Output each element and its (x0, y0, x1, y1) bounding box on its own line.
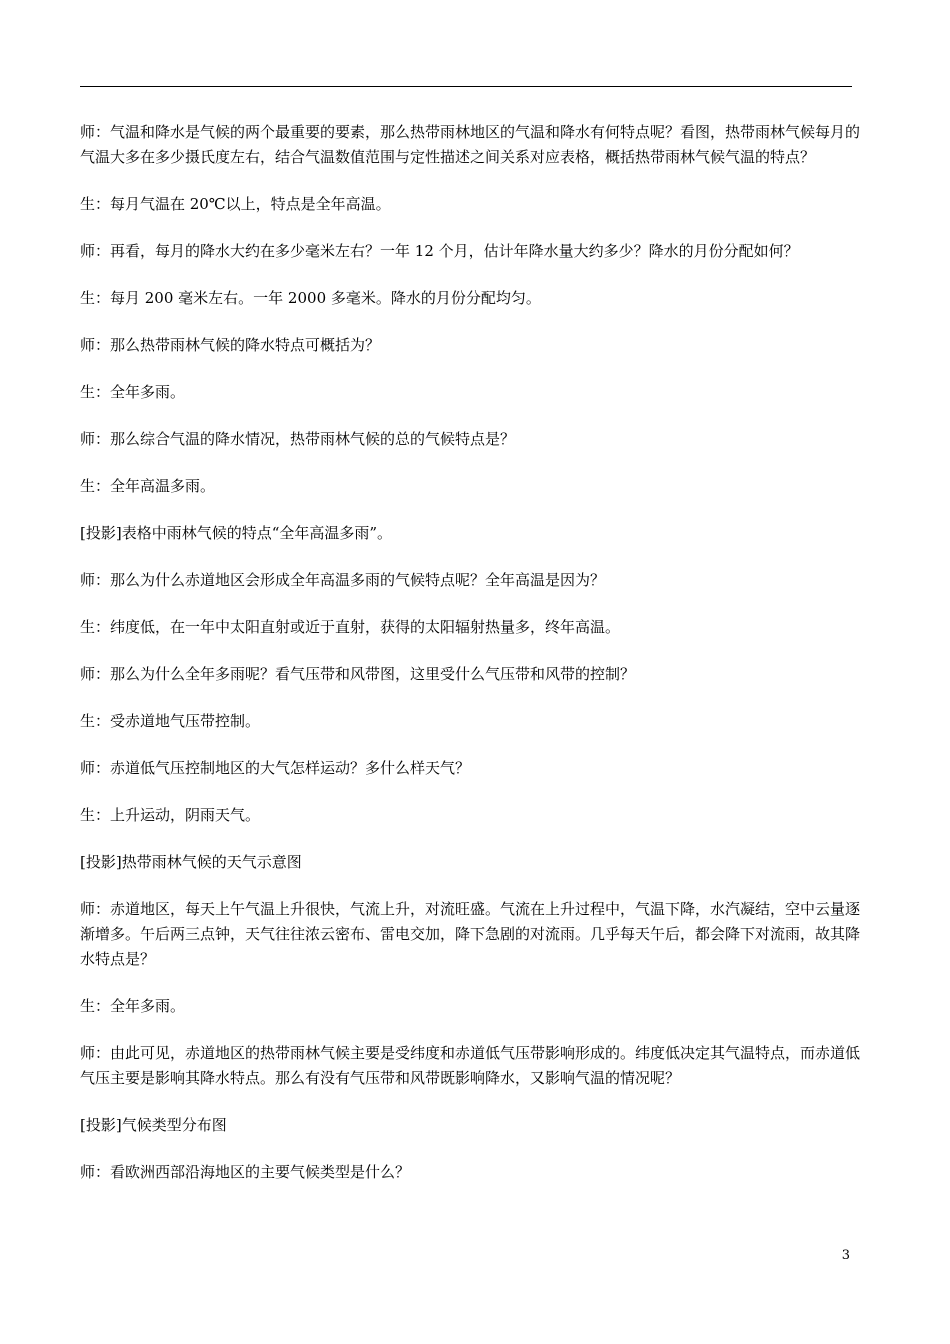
paragraph-student-7: 生：上升运动，阴雨天气。 (80, 806, 261, 824)
page-number: 3 (841, 1248, 850, 1263)
paragraph-student-2: 生：每月 200 毫米左右。一年 2000 多毫米。降水的月份分配均匀。 (80, 289, 541, 307)
paragraph-student-8: 生：全年多雨。 (80, 997, 186, 1015)
paragraph-teacher-8: 师：赤道地区，每天上午气温上升很快，气流上升，对流旺盛。气流在上升过程中，气温下降，水汽凝结，空中云量逐渐增多。午后两三点钟，天气往往浓云密布、雷电交加，降下急剧的对流雨。几乎每天午后，都会降下对流雨，故其降水特点是？ (80, 900, 861, 968)
paragraph-teacher-10: 师：看欧洲西部沿海地区的主要气候类型是什么？ (80, 1163, 411, 1181)
paragraph-teacher-9: 师：由此可见，赤道地区的热带雨林气候主要是受纬度和赤道低气压带影响形成的。纬度低决定其气温特点，而赤道低气压主要是影响其降水特点。那么有没有气压带和风带既影响降水，又影响气温的情况呢？ (80, 1044, 861, 1087)
paragraph-projection-3: [投影]气候类型分布图 (80, 1116, 227, 1134)
paragraph-projection-2: [投影]热带雨林气候的天气示意图 (80, 853, 302, 871)
paragraph-student-1: 生：每月气温在 20℃以上，特点是全年高温。 (80, 195, 391, 213)
header-rule (80, 86, 852, 87)
paragraph-teacher-7: 师：赤道低气压控制地区的大气怎样运动？多什么样天气？ (80, 759, 471, 777)
paragraph-teacher-4: 师：那么综合气温的降水情况，热带雨林气候的总的气候特点是？ (80, 430, 516, 448)
paragraph-teacher-2: 师：再看，每月的降水大约在多少毫米左右？一年 12 个月，估计年降水量大约多少？降水的月份分配如何？ (80, 242, 799, 260)
paragraph-student-6: 生：受赤道地气压带控制。 (80, 712, 261, 730)
paragraph-teacher-3: 师：那么热带雨林气候的降水特点可概括为？ (80, 336, 381, 354)
paragraph-projection-1: [投影]表格中雨林气候的特点“全年高温多雨”。 (80, 524, 393, 542)
paragraph-teacher-5: 师：那么为什么赤道地区会形成全年高温多雨的气候特点呢？全年高温是因为？ (80, 571, 606, 589)
paragraph-student-3: 生：全年多雨。 (80, 383, 186, 401)
document-body (80, 120, 860, 1207)
paragraph-student-5: 生：纬度低，在一年中太阳直射或近于直射，获得的太阳辐射热量多，终年高温。 (80, 618, 621, 636)
paragraph-teacher-1: 师：气温和降水是气候的两个最重要的要素，那么热带雨林地区的气温和降水有何特点呢？看图，热带雨林气候每月的气温大多在多少摄氏度左右，结合气温数值范围与定性描述之间关系对应表格，概括热带雨林气候气温的特点？ (80, 123, 861, 166)
paragraph-teacher-6: 师：那么为什么全年多雨呢？看气压带和风带图，这里受什么气压带和风带的控制？ (80, 665, 636, 683)
paragraph-student-4: 生：全年高温多雨。 (80, 477, 216, 495)
